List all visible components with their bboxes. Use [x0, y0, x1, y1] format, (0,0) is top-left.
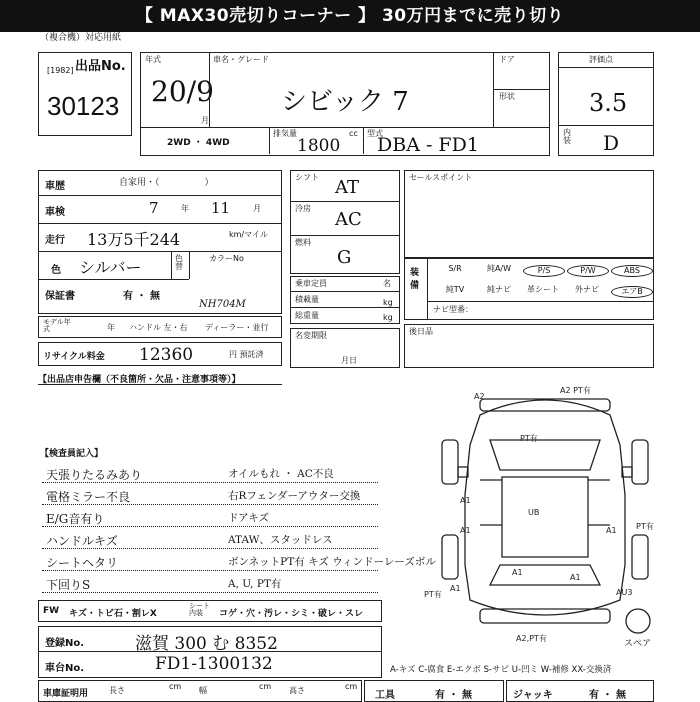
- spare-tire: [626, 609, 650, 633]
- inspector-note: シートヘタリ: [46, 556, 119, 570]
- later-label: 後日品: [409, 327, 433, 336]
- chassis-row: [38, 652, 382, 678]
- color-label: 色: [51, 265, 61, 276]
- svg-text:A2: A2: [474, 392, 485, 401]
- tools-row: [364, 680, 504, 702]
- svg-text:PT有: PT有: [424, 590, 442, 599]
- fw-text: キズ・トビ石・割レX: [69, 609, 157, 619]
- svg-text:A1: A1: [450, 584, 461, 593]
- lot-number: 30123: [47, 91, 120, 121]
- inspector-note-right: A, U, PT有: [228, 578, 282, 590]
- spec-mid-box: [290, 170, 400, 274]
- equipment-item: 純TV: [445, 285, 465, 294]
- svg-text:A1: A1: [512, 568, 523, 577]
- chassis-value: FD1-1300132: [155, 654, 273, 674]
- load-label: 積載量: [295, 295, 319, 304]
- equipment-item: P/S: [523, 265, 565, 277]
- recycle-row: [38, 342, 282, 366]
- inspection-year-unit: 年: [181, 204, 189, 213]
- disp-unit: cc: [349, 129, 358, 138]
- name-change-box: [290, 328, 400, 368]
- drive: 2WD ・ 4WD: [167, 138, 230, 148]
- car-label: 車名・グレード: [213, 55, 269, 64]
- inspector-note: E/G音有り: [46, 512, 105, 526]
- inspection-month-unit: 月: [253, 204, 261, 213]
- capacity-label: 乗車定員: [295, 279, 327, 288]
- inspector-note: 下回りS: [46, 578, 91, 592]
- reg-row: [38, 626, 382, 652]
- wheel-fl: [442, 440, 458, 484]
- handle-label: ハンドル 左・右: [129, 323, 188, 332]
- equipment-item: 革シート: [527, 285, 559, 294]
- car-value: シビック 7: [281, 87, 409, 117]
- year-label: 年式: [145, 55, 161, 64]
- reg-label: 登録No.: [45, 638, 85, 649]
- inspector-note-right: ATAW、スタッドレス: [228, 534, 333, 546]
- grade-label: 評価点: [589, 55, 613, 64]
- load-unit: kg: [383, 298, 393, 307]
- cert-dim: 長さ: [109, 686, 125, 695]
- rear-window: [490, 565, 600, 585]
- svg-text:PT有: PT有: [520, 434, 538, 443]
- car-body-outline: [465, 400, 625, 615]
- mileage-unit: km/マイル: [229, 230, 268, 239]
- lot-sub: [1982]: [47, 66, 74, 75]
- dealer-label: ディーラー・並行: [205, 323, 269, 332]
- cert-dim: cm: [259, 682, 272, 691]
- garage-cert-row: [38, 680, 362, 702]
- model-label: 型式: [367, 129, 383, 138]
- year-value: 20/9: [151, 75, 214, 108]
- roof: [502, 477, 588, 557]
- history-value: 自家用・（ ）: [119, 178, 214, 188]
- gross-label: 総重量: [295, 311, 319, 320]
- svg-text:A1: A1: [570, 573, 581, 582]
- later-box: [404, 324, 654, 368]
- seat-text: コゲ・穴・汚レ・シミ・破レ・スレ: [219, 609, 364, 619]
- car-damage-diagram: [420, 385, 670, 645]
- equipment-item: ABS: [611, 265, 653, 277]
- fuel-label: 燃料: [295, 238, 311, 247]
- inspector-note: 天張りたるみあり: [46, 468, 143, 482]
- inspector-note-right: オイルもれ ・ AC不良: [228, 468, 334, 480]
- warranty-label: 保証書: [45, 291, 75, 302]
- inspector-note: ハンドルキズ: [46, 534, 118, 548]
- year-month: 月: [201, 116, 209, 125]
- inspector-label: 【検査員記入】: [40, 449, 104, 459]
- equipment-item: S/R: [448, 264, 462, 273]
- equipment-item: 純A/W: [486, 264, 512, 273]
- fw-row: [38, 600, 382, 622]
- seat-label: シート内装: [189, 602, 210, 617]
- rear-bumper: [480, 609, 610, 623]
- colorno-value: NH704M: [199, 299, 246, 310]
- windshield: [490, 440, 600, 470]
- warranty-value: 有 ・ 無: [123, 291, 160, 302]
- top-note: （複合機）対応用紙: [40, 33, 122, 43]
- svg-text:A2,PT有: A2,PT有: [516, 634, 547, 643]
- declaration-label: 【出品店申告欄（不良箇所・欠品・注意事項等）】: [38, 375, 241, 385]
- inspection-year: 7: [149, 199, 159, 217]
- model-year-unit: 年: [107, 323, 115, 332]
- mileage-label: 走行: [45, 235, 65, 246]
- sales-label: セールスポイント: [409, 173, 473, 182]
- recycle-unit: 円 預託済: [229, 350, 264, 359]
- inspector-note-right: ドアキズ: [228, 512, 270, 524]
- equipment-item: エアB: [611, 286, 653, 298]
- color-change-label: 色替: [175, 254, 183, 271]
- svg-text:A2 PT有: A2 PT有: [560, 386, 591, 395]
- reg-value: 滋賀 300 む 8352: [135, 634, 278, 654]
- grade-box: [558, 52, 654, 156]
- tools-label: 工具: [375, 690, 395, 701]
- cert-dim: 幅: [199, 686, 207, 695]
- jack-label: ジャッキ: [513, 690, 553, 701]
- svg-text:AU3: AU3: [616, 588, 633, 597]
- interior-value: D: [603, 131, 620, 155]
- jack-row: [506, 680, 654, 702]
- recycle-value: 12360: [139, 345, 194, 365]
- inspector-note: 電格ミラー不良: [46, 490, 131, 504]
- inspector-notes: [38, 458, 436, 598]
- wheel-rr: [632, 535, 648, 579]
- inspection-label: 車検: [45, 207, 65, 218]
- sales-point-box: [404, 170, 654, 258]
- history-label: 車歴: [45, 181, 65, 192]
- shift-value: AT: [335, 177, 360, 198]
- gross-unit: kg: [383, 313, 393, 322]
- inspection-month: 11: [211, 199, 231, 217]
- ac-value: AC: [335, 209, 362, 230]
- cert-dim: cm: [169, 682, 182, 691]
- shape-label: 形状: [499, 92, 515, 101]
- equip-label: 装備: [410, 268, 420, 291]
- equipment-box: [404, 258, 654, 320]
- tools-value: 有 ・ 無: [435, 690, 472, 701]
- spare-label: スペア: [624, 639, 652, 649]
- front-bumper: [480, 399, 610, 411]
- cert-dim: 高さ: [289, 686, 305, 695]
- equipment-item: 外ナビ: [575, 285, 599, 294]
- wheel-fr: [632, 440, 648, 484]
- fw-label: FW: [43, 606, 60, 616]
- navi-label: ナビ型番：: [433, 305, 473, 314]
- vehicle-info-box: [38, 170, 282, 314]
- color-value: シルバー: [79, 258, 142, 277]
- inspector-note-right: 右Rフェンダーアウター交換: [228, 490, 361, 502]
- inspector-note-right: ボンネットPT有 キズ ウィンドーレーズボル: [228, 556, 436, 568]
- model-year-label: モデル年式: [43, 318, 71, 333]
- jack-value: 有 ・ 無: [589, 690, 626, 701]
- name-change-unit: 月日: [341, 356, 357, 365]
- spec-row: [140, 128, 550, 156]
- grade-value: 3.5: [589, 89, 628, 117]
- banner: 【 MAX30売切りコーナー 】 30万円までに売り切り: [0, 0, 700, 32]
- svg-text:UB: UB: [528, 508, 540, 517]
- svg-text:A1: A1: [606, 526, 617, 535]
- header-box: [140, 52, 550, 128]
- disp-value: 1800: [297, 136, 341, 156]
- capacity-unit: 名: [383, 279, 391, 288]
- name-change-label: 名変期限: [295, 331, 327, 340]
- damage-legend: A-キズ C-腐食 E-エクボ S-サビ U-凹ミ W-補修 XX-交換済: [390, 665, 612, 675]
- svg-text:PT有: PT有: [636, 522, 654, 531]
- cert-dim: cm: [345, 682, 358, 691]
- mileage-value: 13万5千244: [87, 230, 181, 249]
- model-year-row: [38, 316, 282, 338]
- ac-label: 冷房: [295, 204, 311, 213]
- chassis-label: 車台No.: [45, 663, 85, 674]
- door-label: ドア: [499, 55, 515, 64]
- equipment-item: P/W: [567, 265, 609, 277]
- interior-label: 内装: [563, 128, 571, 145]
- lot-box: [38, 52, 132, 136]
- fuel-value: G: [337, 247, 352, 268]
- capacity-box: [290, 276, 400, 324]
- svg-text:A1: A1: [460, 526, 471, 535]
- svg-text:A1: A1: [460, 496, 471, 505]
- lot-title: 出品No.: [75, 59, 126, 74]
- recycle-label: リサイクル料金: [43, 352, 105, 362]
- shift-label: シフト: [295, 173, 319, 182]
- model-value: DBA - FD1: [377, 134, 479, 156]
- cert-label: 車庫証明用: [43, 689, 89, 699]
- disp-label: 排気量: [273, 129, 297, 138]
- wheel-rl: [442, 535, 458, 579]
- colorno-label: カラーNo: [209, 254, 244, 263]
- equipment-grid: [427, 259, 653, 301]
- equipment-item: 純ナビ: [487, 285, 511, 294]
